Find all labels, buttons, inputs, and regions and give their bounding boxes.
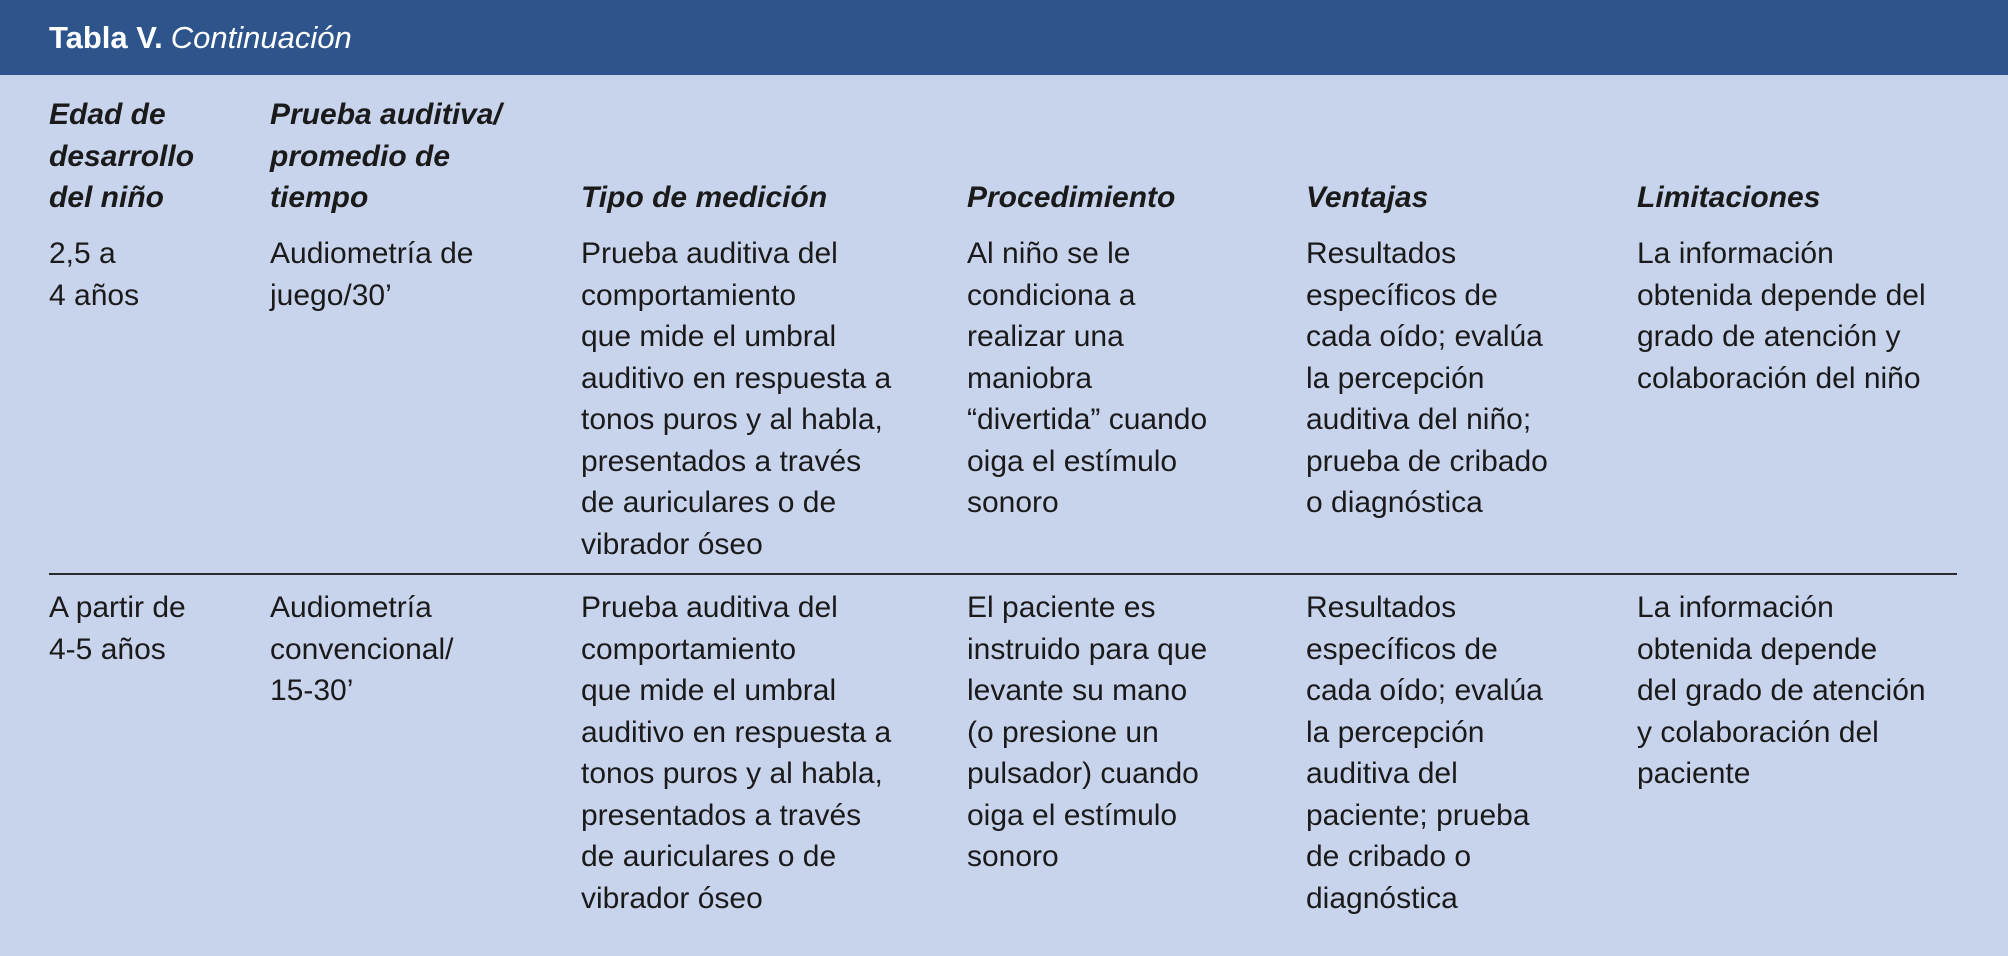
table-subtitle: Continuación — [170, 20, 352, 55]
table-cell: Audiometría de juego/30’ — [270, 237, 474, 312]
table-cell: El paciente es instruido para que levante su mano (o presione un pulsador) cuando oiga el estímulo sonoro — [967, 591, 1208, 873]
column-header-limitations: Limitaciones — [1637, 181, 1821, 214]
table-cell: Prueba auditiva del comportamiento que mide el umbral auditivo en respuesta a tonos puros y al habla, presentados a través de auriculares o de vibrador óseo — [581, 591, 892, 915]
table-cell: Resultados específicos de cada oído; evalúa la percepción auditiva del niño; prueba de cribado o diagnóstica — [1306, 237, 1548, 519]
table-cell: Resultados específicos de cada oído; evalúa la percepción auditiva del paciente; prueba de cribado o diagnóstica — [1306, 591, 1543, 915]
table-cell: Audiometría convencional/ 15-30’ — [270, 591, 454, 707]
column-header-advantages: Ventajas — [1306, 181, 1429, 214]
table-cell: Al niño se le condiciona a realizar una maniobra “divertida” cuando oiga el estímulo sonoro — [967, 237, 1208, 519]
column-header-test: Prueba auditiva/ promedio de tiempo — [270, 98, 502, 214]
table-cell: La información obtenida depende del grado de atención y colaboración del niño — [1637, 237, 1926, 395]
column-header-age: Edad de desarrollo del niño — [49, 98, 195, 214]
table-cell: 2,5 a 4 años — [49, 237, 140, 312]
table-title-bar — [0, 0, 2008, 75]
table-cell: La información obtenida depende del grado de atención y colaboración del paciente — [1637, 591, 1926, 790]
row-divider — [49, 573, 1957, 575]
column-header-measurement-type: Tipo de medición — [581, 181, 828, 214]
table-label: Tabla V. — [49, 20, 163, 55]
table-cell: Prueba auditiva del comportamiento que mide el umbral auditivo en respuesta a tonos puros y al habla, presentados a través de auriculares o de vibrador óseo — [581, 237, 892, 561]
table-cell: A partir de 4-5 años — [49, 591, 186, 666]
column-header-procedure: Procedimiento — [967, 181, 1176, 214]
